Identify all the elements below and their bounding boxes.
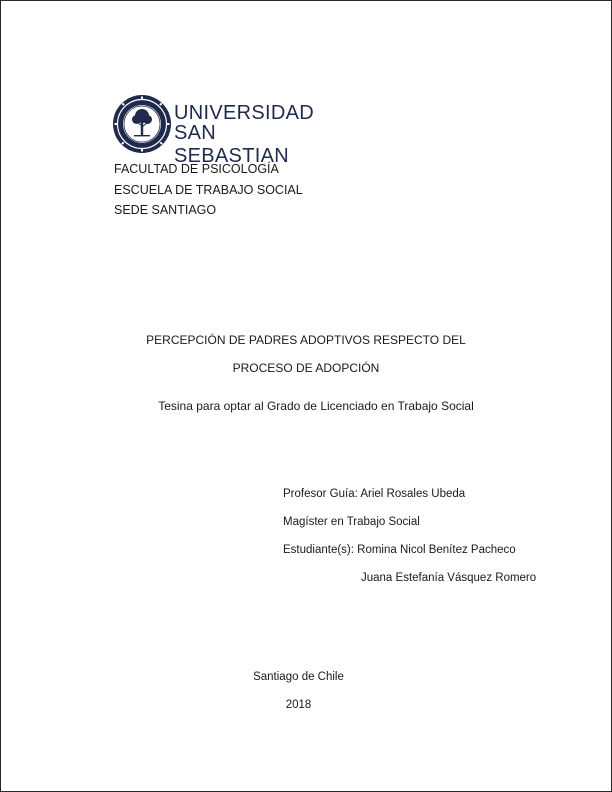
university-name-line2: SAN SEBASTIAN: [174, 122, 289, 167]
advisor-degree-line: Magíster en Trabajo Social: [283, 516, 420, 528]
university-name-line1: UNIVERSIDAD: [174, 102, 314, 124]
students-line2: Juana Estefanía Vásquez Romero: [361, 572, 537, 584]
university-seal-icon: [112, 94, 172, 154]
advisor-line: Profesor Guía: Ariel Rosales Ubeda: [283, 488, 466, 500]
students-line1: Estudiante(s): Romina Nicol Benítez Pacheco: [283, 544, 516, 556]
faculty-name: FACULTAD DE PSICOLOGÍA: [114, 162, 279, 176]
year-line: 2018: [285, 699, 312, 711]
campus-name: SEDE SANTIAGO: [114, 203, 217, 217]
thesis-title-line2: PROCESO DE ADOPCIÓN: [232, 361, 380, 375]
thesis-title-line1: PERCEPCIÓN DE PADRES ADOPTIVOS RESPECTO DEL: [146, 333, 466, 347]
university-logo: [112, 94, 322, 167]
place-line: Santiago de Chile: [253, 671, 344, 683]
school-name: ESCUELA DE TRABAJO SOCIAL: [114, 183, 303, 197]
thesis-subtitle: Tesina para optar al Grado de Licenciado en Trabajo Social: [158, 399, 474, 413]
